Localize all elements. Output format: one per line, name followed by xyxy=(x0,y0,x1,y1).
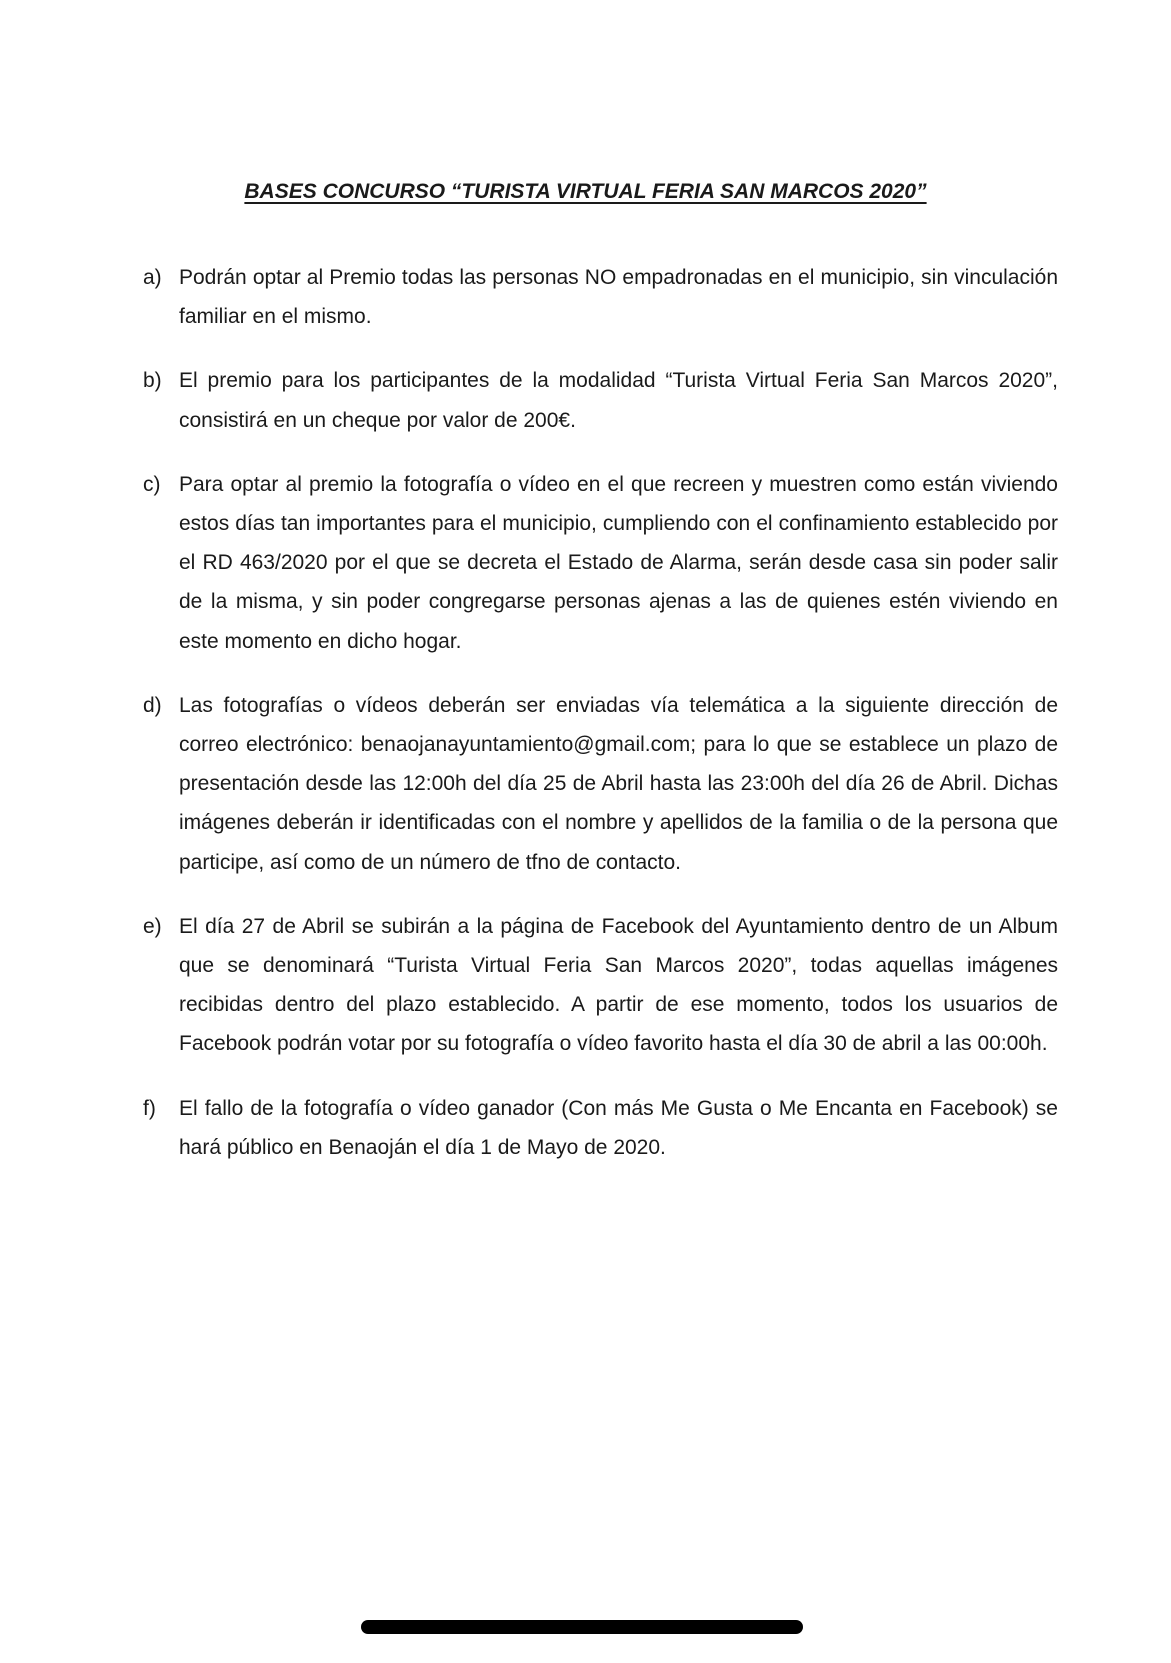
clause-marker: f) xyxy=(143,1096,156,1120)
clause-b xyxy=(143,361,1058,439)
clause-text: El día 27 de Abril se subirán a la página de Facebook del Ayuntamiento dentro de un Album que se denominará “Turista Virtual Feria San Marcos 2020”, todas aquellas imágenes recibidas dentro del plazo establecido. A partir de ese momento, todos los usuarios de Facebook podrán votar por su fotografía o vídeo favorito hasta el día 30 de abril a las 00:00h. xyxy=(179,914,1058,1056)
clause-d xyxy=(143,686,1058,882)
clause-text: El fallo de la fotografía o vídeo ganador (Con más Me Gusta o Me Encanta en Facebook) se hará público en Benaoján el día 1 de Mayo de 2020. xyxy=(179,1096,1058,1159)
clause-e xyxy=(143,907,1058,1064)
clause-marker: a) xyxy=(143,266,162,289)
clause-marker: e) xyxy=(143,914,162,938)
clause-c xyxy=(143,465,1058,661)
document-title xyxy=(0,178,1171,206)
clause-text: El premio para los participantes de la modalidad “Turista Virtual Feria San Marcos 2020”, consistirá en un cheque por valor de 200€. xyxy=(179,369,1058,432)
clause-list xyxy=(143,258,1058,1192)
clause-text: Las fotografías o vídeos deberán ser enviadas vía telemática a la siguiente dirección de correo electrónico: benaojanayuntamiento@gmail.com; para lo que se establece un plazo de presentación desde las 12:00h del día 25 de Abril hasta las 23:00h del día 26 de Abril. Dichas imágenes deberán ir identificadas con el nombre y apellidos de la familia o de la persona que participe, así como de un número de tfno de contacto. xyxy=(179,693,1058,874)
clause-f xyxy=(143,1089,1058,1167)
clause-marker: b) xyxy=(143,369,162,393)
home-indicator-bar[interactable] xyxy=(361,1620,803,1634)
clause-text: Podrán optar al Premio todas las personas NO empadronadas en el municipio, sin vinculación familiar en el mismo. xyxy=(179,266,1058,329)
clause-marker: d) xyxy=(143,693,162,717)
clause-a xyxy=(143,258,1058,336)
clause-text: Para optar al premio la fotografía o vídeo en el que recreen y muestren como están viviendo estos días tan importantes para el municipio, cumpliendo con el confinamiento establecido por el RD 463/2020 por el que se decreta el Estado de Alarma, serán desde casa sin poder salir de la misma, y sin poder congregarse personas ajenas a las de quienes estén viviendo en este momento en dicho hogar. xyxy=(179,472,1058,653)
document-title-text: BASES CONCURSO “TURISTA VIRTUAL FERIA SAN MARCOS 2020” xyxy=(244,180,927,203)
clause-marker: c) xyxy=(143,472,161,496)
